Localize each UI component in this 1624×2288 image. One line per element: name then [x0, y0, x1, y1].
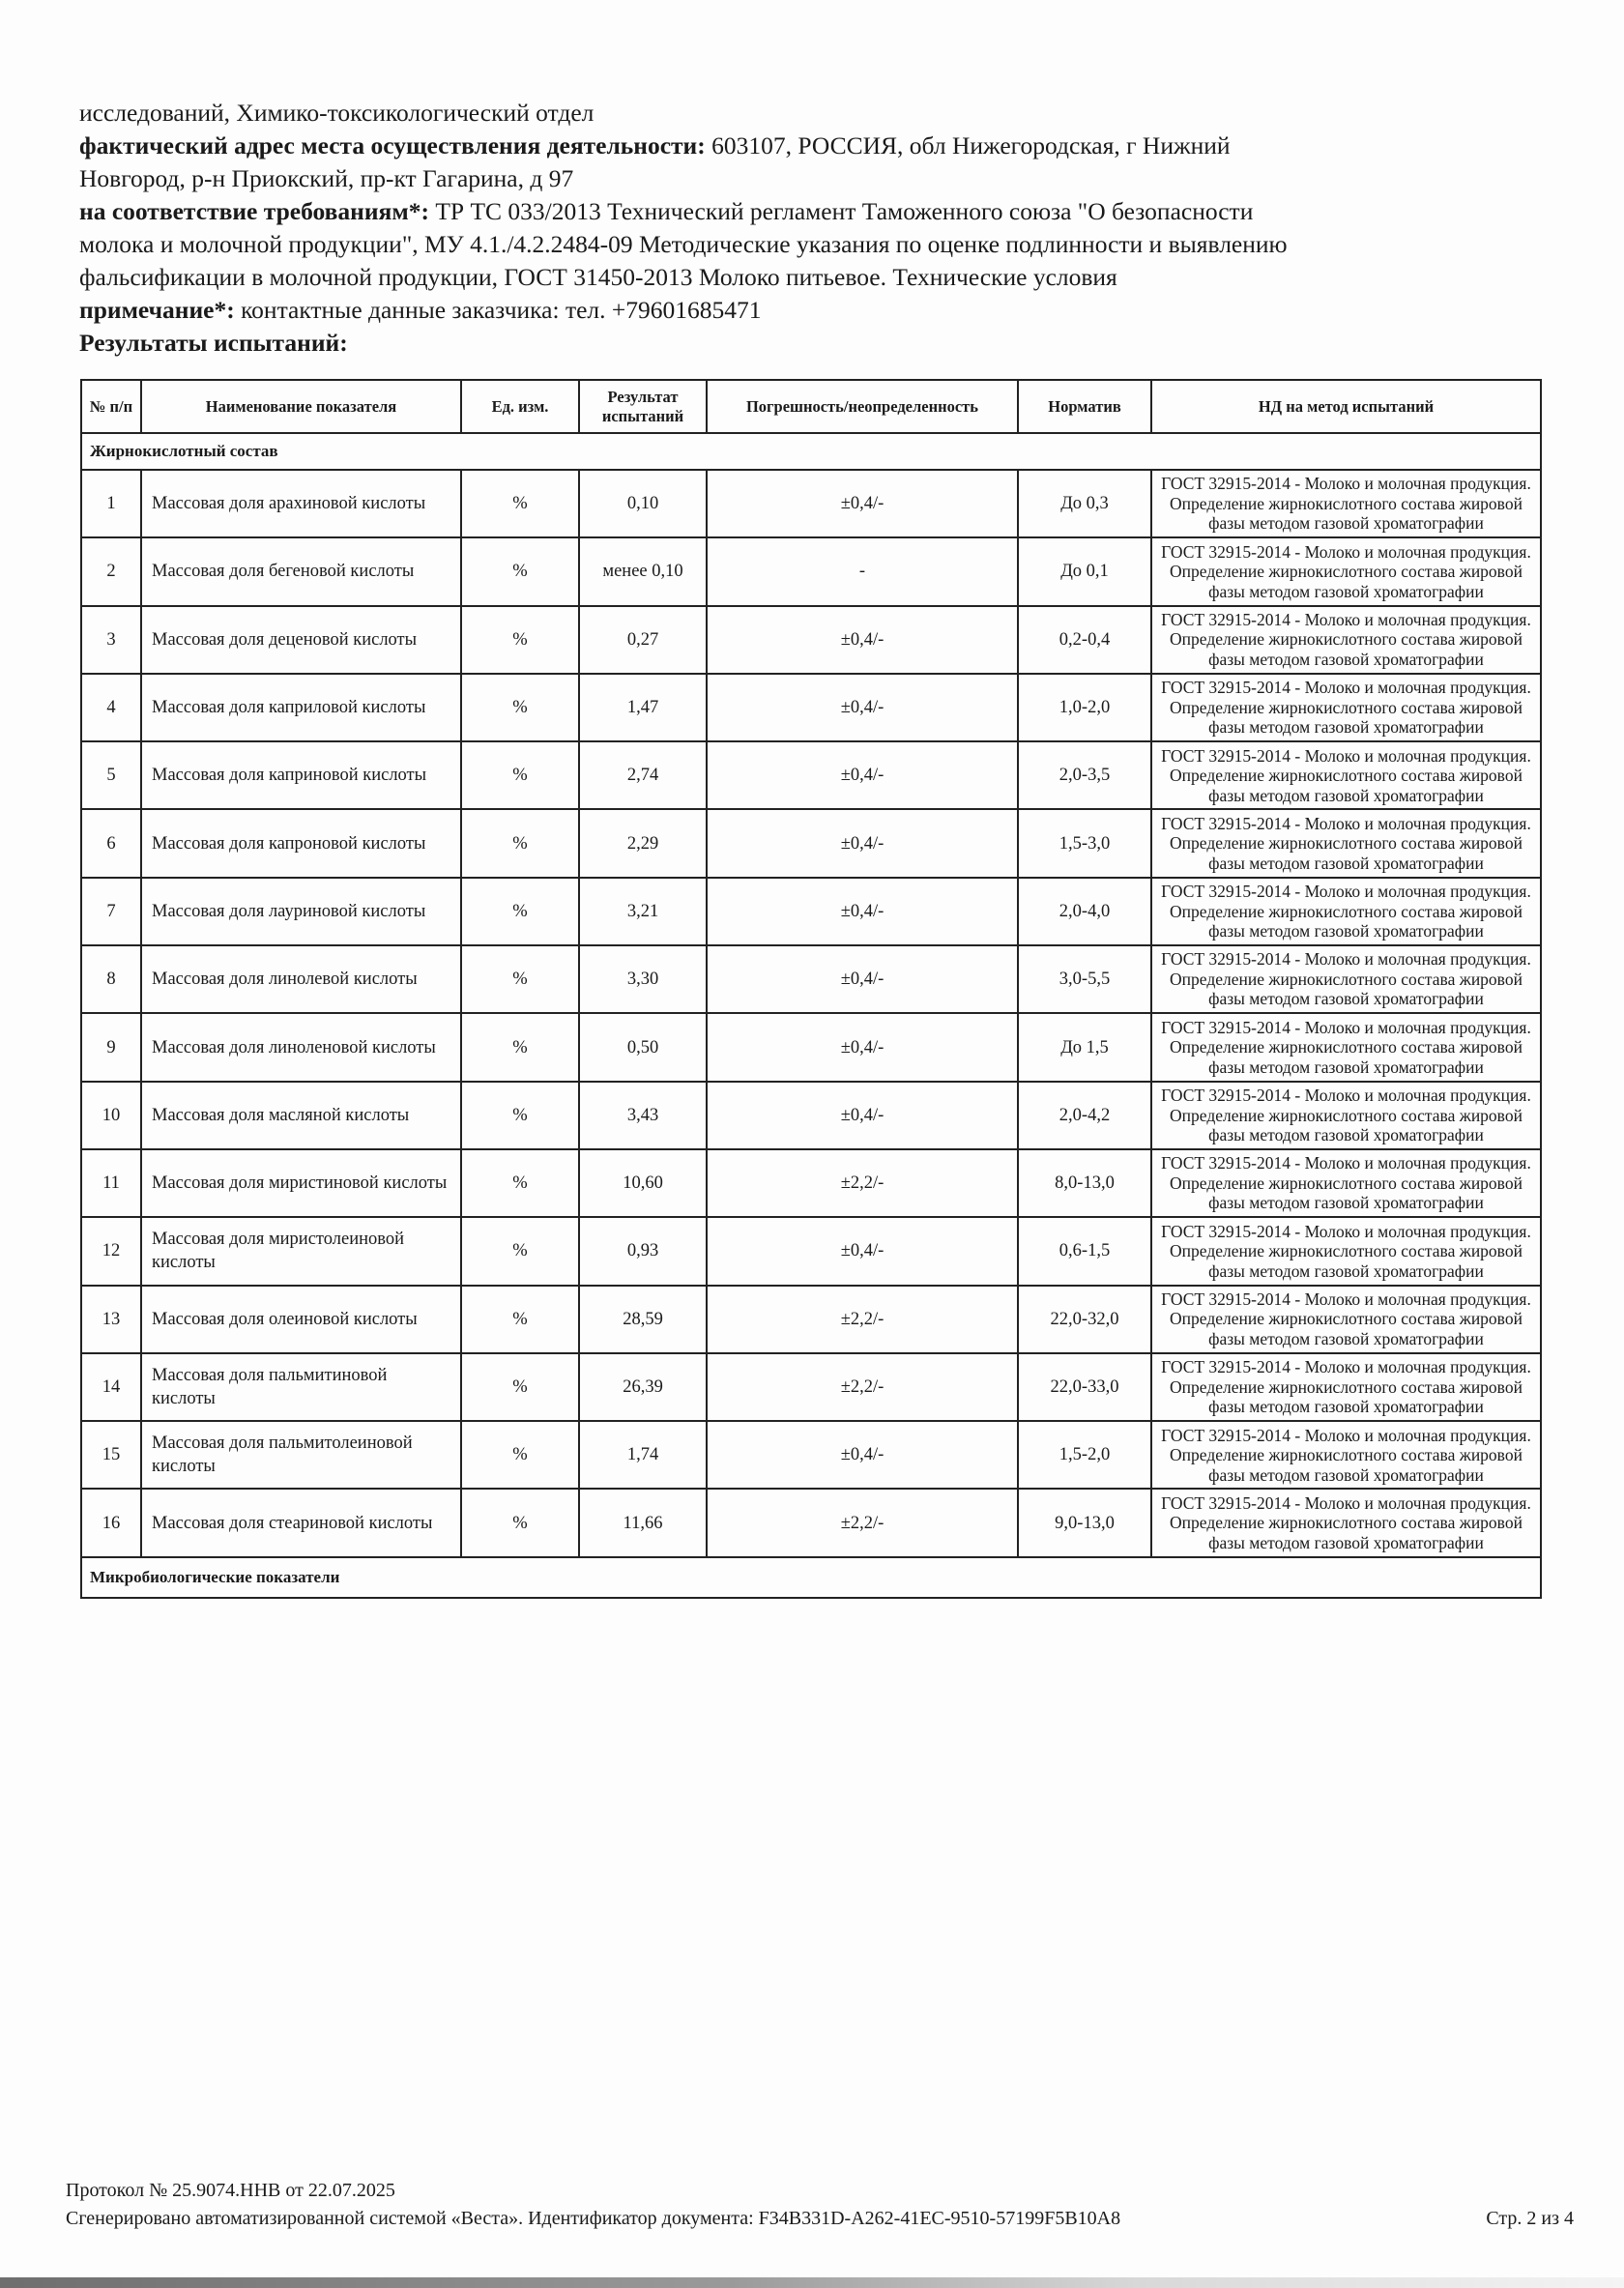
indicator-name: Массовая доля линоленовой кислоты	[141, 1013, 461, 1081]
row-number: 6	[81, 809, 141, 877]
results-table	[80, 379, 1542, 1599]
unit-of-measure: %	[461, 1082, 579, 1149]
test-result: 26,39	[579, 1353, 707, 1421]
unit-of-measure: %	[461, 1286, 579, 1353]
unit-of-measure: %	[461, 1421, 579, 1489]
compliance-label: на соответствие требованиям*:	[79, 197, 429, 225]
protocol-number: Протокол № 25.9074.ННВ от 22.07.2025	[66, 2180, 395, 2201]
norm-value: 1,5-2,0	[1018, 1421, 1151, 1489]
test-result: 1,74	[579, 1421, 707, 1489]
table-row	[81, 537, 1541, 605]
protocol-header-info	[79, 97, 1549, 360]
norm-value: 0,2-0,4	[1018, 606, 1151, 674]
test-method: ГОСТ 32915-2014 - Молоко и молочная продукция. Определение жирнокислотного состава жировой фазы методом газовой хроматографии	[1151, 945, 1541, 1013]
uncertainty: ±2,2/-	[707, 1489, 1018, 1556]
norm-value: 2,0-4,2	[1018, 1082, 1151, 1149]
test-result: 2,29	[579, 809, 707, 877]
table-row	[81, 1082, 1541, 1149]
compliance-line-3: фальсификации в молочной продукции, ГОСТ 31450-2013 Молоко питьевое. Технические условия	[79, 263, 1117, 291]
document-identifier: Сгенерировано автоматизированной системой «Веста». Идентификатор документа: F34B331D-A262-41EC-9510-57199F5B10A8	[66, 2208, 1121, 2229]
indicator-name: Массовая доля олеиновой кислоты	[141, 1286, 461, 1353]
header-num: № п/п	[81, 380, 141, 433]
norm-value: 22,0-32,0	[1018, 1286, 1151, 1353]
uncertainty: ±0,4/-	[707, 1013, 1018, 1081]
test-method: ГОСТ 32915-2014 - Молоко и молочная продукция. Определение жирнокислотного состава жировой фазы методом газовой хроматографии	[1151, 1082, 1541, 1149]
page-footer	[66, 2177, 1574, 2233]
row-number: 10	[81, 1082, 141, 1149]
unit-of-measure: %	[461, 1149, 579, 1217]
section-title: Микробиологические показатели	[81, 1557, 1541, 1598]
indicator-name: Массовая доля миристиновой кислоты	[141, 1149, 461, 1217]
unit-of-measure: %	[461, 606, 579, 674]
indicator-name: Массовая доля пальмитиновой кислоты	[141, 1353, 461, 1421]
row-number: 12	[81, 1217, 141, 1285]
indicator-name: Массовая доля миристолеиновой кислоты	[141, 1217, 461, 1285]
row-number: 7	[81, 878, 141, 945]
note-line	[79, 294, 1549, 327]
note-value: контактные данные заказчика: тел. +79601685471	[234, 296, 762, 324]
test-result: 3,21	[579, 878, 707, 945]
row-number: 1	[81, 470, 141, 537]
header-method: НД на метод испытаний	[1151, 380, 1541, 433]
results-title: Результаты испытаний:	[79, 329, 348, 357]
row-number: 9	[81, 1013, 141, 1081]
indicator-name: Массовая доля пальмитолеиновой кислоты	[141, 1421, 461, 1489]
uncertainty: ±0,4/-	[707, 809, 1018, 877]
row-number: 13	[81, 1286, 141, 1353]
test-method: ГОСТ 32915-2014 - Молоко и молочная продукция. Определение жирнокислотного состава жировой фазы методом газовой хроматографии	[1151, 878, 1541, 945]
test-method: ГОСТ 32915-2014 - Молоко и молочная продукция. Определение жирнокислотного состава жировой фазы методом газовой хроматографии	[1151, 1286, 1541, 1353]
address-line-2: Новгород, р-н Приокский, пр-кт Гагарина, д 97	[79, 164, 574, 192]
norm-value: До 0,3	[1018, 470, 1151, 537]
norm-value: 1,0-2,0	[1018, 674, 1151, 741]
indicator-name: Массовая доля арахиновой кислоты	[141, 470, 461, 537]
unit-of-measure: %	[461, 741, 579, 809]
address-value: 603107, РОССИЯ, обл Нижегородская, г Нижний	[705, 131, 1231, 159]
table-row	[81, 606, 1541, 674]
row-number: 15	[81, 1421, 141, 1489]
test-result: 3,30	[579, 945, 707, 1013]
test-method: ГОСТ 32915-2014 - Молоко и молочная продукция. Определение жирнокислотного состава жировой фазы методом газовой хроматографии	[1151, 606, 1541, 674]
table-row	[81, 1421, 1541, 1489]
address-label: фактический адрес места осуществления деятельности:	[79, 131, 706, 159]
page-number: Стр. 2 из 4	[1486, 2208, 1574, 2229]
test-method: ГОСТ 32915-2014 - Молоко и молочная продукция. Определение жирнокислотного состава жировой фазы методом газовой хроматографии	[1151, 537, 1541, 605]
norm-value: До 0,1	[1018, 537, 1151, 605]
norm-value: 22,0-33,0	[1018, 1353, 1151, 1421]
compliance-value: ТР ТС 033/2013 Технический регламент Таможенного союза "О безопасности	[428, 197, 1254, 225]
test-method: ГОСТ 32915-2014 - Молоко и молочная продукция. Определение жирнокислотного состава жировой фазы методом газовой хроматографии	[1151, 1489, 1541, 1556]
header-unit: Ед. изм.	[461, 380, 579, 433]
uncertainty: -	[707, 537, 1018, 605]
test-result: 10,60	[579, 1149, 707, 1217]
indicator-name: Массовая доля каприловой кислоты	[141, 674, 461, 741]
indicator-name: Массовая доля лауриновой кислоты	[141, 878, 461, 945]
test-result: 0,10	[579, 470, 707, 537]
indicator-name: Массовая доля бегеновой кислоты	[141, 537, 461, 605]
table-row	[81, 674, 1541, 741]
norm-value: 9,0-13,0	[1018, 1489, 1151, 1556]
uncertainty: ±0,4/-	[707, 606, 1018, 674]
note-label: примечание*:	[79, 296, 235, 324]
section-row-microbiology	[81, 1557, 1541, 1598]
table-row	[81, 945, 1541, 1013]
row-number: 16	[81, 1489, 141, 1556]
uncertainty: ±0,4/-	[707, 878, 1018, 945]
header-name: Наименование показателя	[141, 380, 461, 433]
uncertainty: ±0,4/-	[707, 674, 1018, 741]
test-method: ГОСТ 32915-2014 - Молоко и молочная продукция. Определение жирнокислотного состава жировой фазы методом газовой хроматографии	[1151, 1353, 1541, 1421]
unit-of-measure: %	[461, 1217, 579, 1285]
uncertainty: ±2,2/-	[707, 1286, 1018, 1353]
row-number: 5	[81, 741, 141, 809]
header-error: Погрешность/неопределенность	[707, 380, 1018, 433]
uncertainty: ±0,4/-	[707, 470, 1018, 537]
indicator-name: Массовая доля линолевой кислоты	[141, 945, 461, 1013]
test-result: 0,50	[579, 1013, 707, 1081]
row-number: 4	[81, 674, 141, 741]
test-result: менее 0,10	[579, 537, 707, 605]
table-row	[81, 878, 1541, 945]
indicator-name: Массовая доля капроновой кислоты	[141, 809, 461, 877]
test-result: 11,66	[579, 1489, 707, 1556]
section-row-fatty-acids	[81, 433, 1541, 470]
section-title: Жирнокислотный состав	[81, 433, 1541, 470]
row-number: 3	[81, 606, 141, 674]
indicator-name: Массовая доля стеариновой кислоты	[141, 1489, 461, 1556]
table-row	[81, 1286, 1541, 1353]
test-method: ГОСТ 32915-2014 - Молоко и молочная продукция. Определение жирнокислотного состава жировой фазы методом газовой хроматографии	[1151, 809, 1541, 877]
header-norm: Норматив	[1018, 380, 1151, 433]
header-result: Результат испытаний	[579, 380, 707, 433]
row-number: 8	[81, 945, 141, 1013]
test-result: 28,59	[579, 1286, 707, 1353]
norm-value: До 1,5	[1018, 1013, 1151, 1081]
table-row	[81, 470, 1541, 537]
table-row	[81, 809, 1541, 877]
test-method: ГОСТ 32915-2014 - Молоко и молочная продукция. Определение жирнокислотного состава жировой фазы методом газовой хроматографии	[1151, 1013, 1541, 1081]
row-number: 11	[81, 1149, 141, 1217]
norm-value: 3,0-5,5	[1018, 945, 1151, 1013]
address-line	[79, 130, 1549, 162]
test-method: ГОСТ 32915-2014 - Молоко и молочная продукция. Определение жирнокислотного состава жировой фазы методом газовой хроматографии	[1151, 1149, 1541, 1217]
unit-of-measure: %	[461, 878, 579, 945]
norm-value: 1,5-3,0	[1018, 809, 1151, 877]
test-result: 2,74	[579, 741, 707, 809]
table-row	[81, 1489, 1541, 1556]
test-method: ГОСТ 32915-2014 - Молоко и молочная продукция. Определение жирнокислотного состава жировой фазы методом газовой хроматографии	[1151, 674, 1541, 741]
compliance-line-2: молока и молочной продукции", МУ 4.1./4.2.2484-09 Методические указания по оценке подлинности и выявлению	[79, 230, 1288, 258]
table-row	[81, 1013, 1541, 1081]
test-method: ГОСТ 32915-2014 - Молоко и молочная продукция. Определение жирнокислотного состава жировой фазы методом газовой хроматографии	[1151, 1421, 1541, 1489]
unit-of-measure: %	[461, 537, 579, 605]
test-method: ГОСТ 32915-2014 - Молоко и молочная продукция. Определение жирнокислотного состава жировой фазы методом газовой хроматографии	[1151, 470, 1541, 537]
row-number: 2	[81, 537, 141, 605]
uncertainty: ±0,4/-	[707, 741, 1018, 809]
test-method: ГОСТ 32915-2014 - Молоко и молочная продукция. Определение жирнокислотного состава жировой фазы методом газовой хроматографии	[1151, 1217, 1541, 1285]
uncertainty: ±0,4/-	[707, 1082, 1018, 1149]
unit-of-measure: %	[461, 470, 579, 537]
indicator-name: Массовая доля каприновой кислоты	[141, 741, 461, 809]
unit-of-measure: %	[461, 1013, 579, 1081]
norm-value: 8,0-13,0	[1018, 1149, 1151, 1217]
test-result: 0,27	[579, 606, 707, 674]
uncertainty: ±0,4/-	[707, 945, 1018, 1013]
test-method: ГОСТ 32915-2014 - Молоко и молочная продукция. Определение жирнокислотного состава жировой фазы методом газовой хроматографии	[1151, 741, 1541, 809]
test-result: 0,93	[579, 1217, 707, 1285]
norm-value: 0,6-1,5	[1018, 1217, 1151, 1285]
row-number: 14	[81, 1353, 141, 1421]
indicator-name: Массовая доля масляной кислоты	[141, 1082, 461, 1149]
scan-edge-shadow	[0, 2277, 1624, 2288]
department-line: исследований, Химико-токсикологический отдел	[79, 99, 594, 127]
table-row	[81, 741, 1541, 809]
unit-of-measure: %	[461, 945, 579, 1013]
uncertainty: ±2,2/-	[707, 1149, 1018, 1217]
uncertainty: ±0,4/-	[707, 1217, 1018, 1285]
table-row	[81, 1149, 1541, 1217]
norm-value: 2,0-3,5	[1018, 741, 1151, 809]
norm-value: 2,0-4,0	[1018, 878, 1151, 945]
unit-of-measure: %	[461, 809, 579, 877]
table-row	[81, 1353, 1541, 1421]
test-result: 1,47	[579, 674, 707, 741]
unit-of-measure: %	[461, 1353, 579, 1421]
uncertainty: ±0,4/-	[707, 1421, 1018, 1489]
test-result: 3,43	[579, 1082, 707, 1149]
unit-of-measure: %	[461, 1489, 579, 1556]
uncertainty: ±2,2/-	[707, 1353, 1018, 1421]
table-header-row	[81, 380, 1541, 433]
compliance-line	[79, 195, 1549, 228]
indicator-name: Массовая доля деценовой кислоты	[141, 606, 461, 674]
unit-of-measure: %	[461, 674, 579, 741]
table-row	[81, 1217, 1541, 1285]
